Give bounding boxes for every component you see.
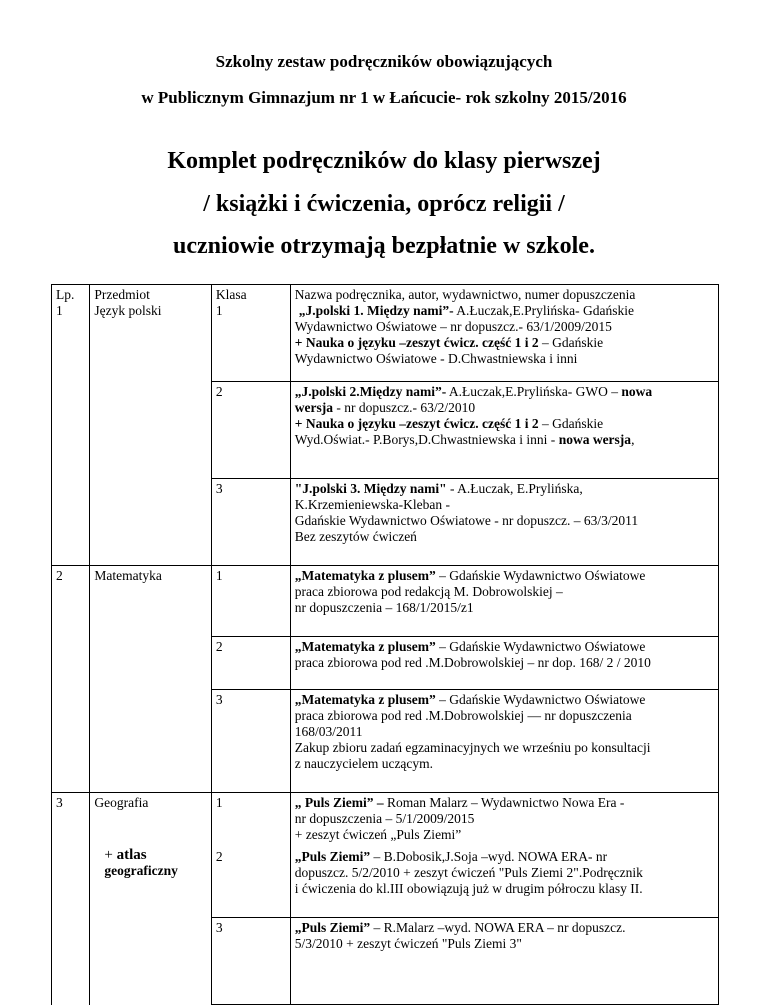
desc-text: ,	[631, 432, 635, 447]
desc-line: nr dopuszczenia – 5/1/2009/2015	[294, 811, 475, 826]
class-value: 2	[215, 849, 223, 864]
desc-text: – R.Malarz –wyd. NOWA ERA – nr dopuszcz.	[370, 920, 626, 935]
class-value: 3	[215, 481, 223, 496]
book-title: „J.polski 2.Między nami”-	[294, 384, 447, 399]
lp-value: 3	[56, 795, 63, 810]
atlas-label	[104, 847, 206, 863]
description-cell	[290, 847, 718, 918]
desc-text: – Gdańskie	[538, 335, 604, 350]
desc-text: A.Łuczak,E.Prylińska- GWO –	[446, 384, 622, 399]
header-lp: Lp.	[56, 287, 75, 302]
desc-line: z nauczycielem uczącym.	[294, 756, 434, 771]
desc-line: praca zbiorowa pod red .M.Dobrowolskiej — nr dopuszczenia	[294, 708, 632, 723]
textbook-table	[51, 284, 719, 1005]
desc-text: Wyd.Oświat.- P.Borys,D.Chwastniewska i inni -	[294, 432, 559, 447]
desc-line: + zeszyt ćwiczeń „Puls Ziemi”	[294, 827, 462, 842]
desc-line	[295, 849, 714, 865]
book-title: „J.polski 1. Między nami”-	[298, 303, 454, 318]
desc-line: praca zbiorowa pod redakcją M. Dobrowolskiej –	[294, 584, 563, 599]
lp-value: 2	[56, 568, 63, 583]
description-cell	[290, 285, 718, 382]
desc-line: i ćwiczenia do kl.III obowiązują już w drugim półroczu klasy II.	[294, 881, 643, 896]
desc-line: K.Krzemieniewska-Kleban -	[294, 497, 450, 512]
desc-line: praca zbiorowa pod red .M.Dobrowolskiej – nr dop. 168/ 2 / 2010	[294, 655, 651, 670]
class-cell	[211, 918, 290, 1005]
lp-cell	[52, 793, 90, 1005]
desc-line: Wydawnictwo Oświatowe - D.Chwastniewska i inni	[294, 351, 578, 366]
desc-text: – Gdańskie Wydawnictwo Oświatowe	[435, 639, 646, 654]
desc-line: nr dopuszczenia – 168/1/2015/z1	[294, 600, 474, 615]
class-value: 2	[215, 639, 223, 654]
desc-bold: wersja	[294, 400, 333, 415]
atlas-sub-label: geograficzny	[104, 863, 178, 878]
desc-line	[295, 692, 714, 708]
desc-text: - A.Łuczak, E.Prylińska,	[446, 481, 583, 496]
desc-line: Zakup zbioru zadań egzaminacyjnych we wrześniu po konsultacji	[294, 740, 651, 755]
desc-bold: nowa	[621, 384, 653, 399]
book-title: + Nauka o języku –zeszyt ćwicz. część 1 i 2	[294, 335, 539, 350]
book-title: "J.polski 3. Między nami"	[294, 481, 447, 496]
description-cell	[290, 479, 718, 566]
atlas-note	[94, 847, 206, 879]
document-title-line-3: uczniowie otrzymają bezpłatnie w szkole.	[173, 233, 595, 259]
book-title: „ Puls Ziemi” –	[294, 795, 384, 810]
desc-line: 5/3/2010 + zeszyt ćwiczeń "Puls Ziemi 3"	[294, 936, 522, 951]
desc-text: - nr dopuszcz.- 63/2/2010	[332, 400, 476, 415]
class-value: 3	[215, 920, 223, 935]
class-cell	[211, 479, 290, 566]
desc-bold: nowa wersja	[558, 432, 632, 447]
document-heading-line-2: w Publicznym Gimnazjum nr 1 w Łańcucie- rok szkolny 2015/2016	[141, 88, 627, 107]
class-value: 1	[215, 795, 223, 810]
desc-line	[295, 568, 714, 584]
desc-text: A.Łuczak,E.Prylińska- Gdańskie	[453, 303, 634, 318]
desc-line	[295, 795, 714, 811]
header-subject: Przedmiot	[94, 287, 150, 302]
subject-value: Geografia	[94, 795, 149, 810]
table-row	[52, 793, 719, 848]
lp-cell	[52, 285, 90, 566]
book-title: „Puls Ziemi”	[294, 849, 371, 864]
class-value: 3	[215, 692, 223, 707]
book-title: „Matematyka z plusem”	[294, 692, 436, 707]
class-value: 1	[215, 303, 223, 318]
desc-line	[295, 639, 714, 655]
table-row	[52, 566, 719, 637]
description-cell	[290, 918, 718, 1005]
book-title: „Puls Ziemi”	[294, 920, 371, 935]
subject-value: Język polski	[94, 303, 162, 318]
description-cell	[290, 566, 718, 637]
subject-value: Matematyka	[94, 568, 162, 583]
class-cell	[211, 566, 290, 637]
desc-line: Bez zeszytów ćwiczeń	[294, 529, 417, 544]
class-value: 2	[215, 384, 223, 399]
desc-line	[295, 416, 714, 432]
class-value: 1	[215, 568, 223, 583]
desc-line	[295, 335, 714, 351]
lp-value: 1	[56, 303, 63, 318]
desc-line: Wydawnictwo Oświatowe – nr dopuszcz.- 63/1/2009/2015	[294, 319, 612, 334]
book-title: „Matematyka z plusem”	[294, 639, 436, 654]
desc-line: 168/03/2011	[294, 724, 363, 739]
desc-text: Roman Malarz – Wydawnictwo Nowa Era -	[383, 795, 625, 810]
book-title: + Nauka o języku –zeszyt ćwicz. część 1 i 2	[294, 416, 539, 431]
desc-line: dopuszcz. 5/2/2010 + zeszyt ćwiczeń "Puls Ziemi 2".Podręcznik	[294, 865, 643, 880]
subject-cell	[90, 566, 211, 793]
class-cell	[211, 847, 290, 918]
desc-line	[295, 384, 714, 400]
class-cell	[211, 793, 290, 848]
document-title-line-1: Komplet podręczników do klasy pierwszej	[167, 148, 601, 174]
desc-line	[295, 303, 714, 319]
subject-cell	[90, 285, 211, 566]
header-class: Klasa	[215, 287, 247, 302]
desc-text: – B.Dobosik,J.Soja –wyd. NOWA ERA- nr	[370, 849, 608, 864]
class-cell	[211, 637, 290, 690]
desc-text: – Gdańskie	[538, 416, 604, 431]
desc-text: – Gdańskie Wydawnictwo Oświatowe	[435, 692, 646, 707]
class-cell	[211, 285, 290, 382]
description-cell	[290, 637, 718, 690]
desc-line	[295, 481, 714, 497]
desc-text: – Gdańskie Wydawnictwo Oświatowe	[435, 568, 646, 583]
description-cell	[290, 793, 718, 848]
document-title-line-2: / książki i ćwiczenia, oprócz religii /	[203, 191, 565, 217]
document-heading-line-1: Szkolny zestaw podręczników obowiązujących	[215, 52, 553, 71]
lp-cell	[52, 566, 90, 793]
atlas-word: atlas	[116, 847, 147, 863]
desc-line	[295, 400, 714, 416]
table-row	[52, 285, 719, 382]
desc-line	[295, 432, 714, 448]
header-description: Nazwa podręcznika, autor, wydawnictwo, numer dopuszczenia	[294, 287, 636, 302]
class-cell	[211, 690, 290, 793]
atlas-plus: +	[104, 847, 117, 863]
desc-line	[295, 920, 714, 936]
description-cell	[290, 690, 718, 793]
description-cell	[290, 382, 718, 479]
book-title: „Matematyka z plusem”	[294, 568, 436, 583]
desc-line: Gdańskie Wydawnictwo Oświatowe - nr dopuszcz. – 63/3/2011	[294, 513, 639, 528]
class-cell	[211, 382, 290, 479]
subject-cell	[90, 793, 211, 1005]
